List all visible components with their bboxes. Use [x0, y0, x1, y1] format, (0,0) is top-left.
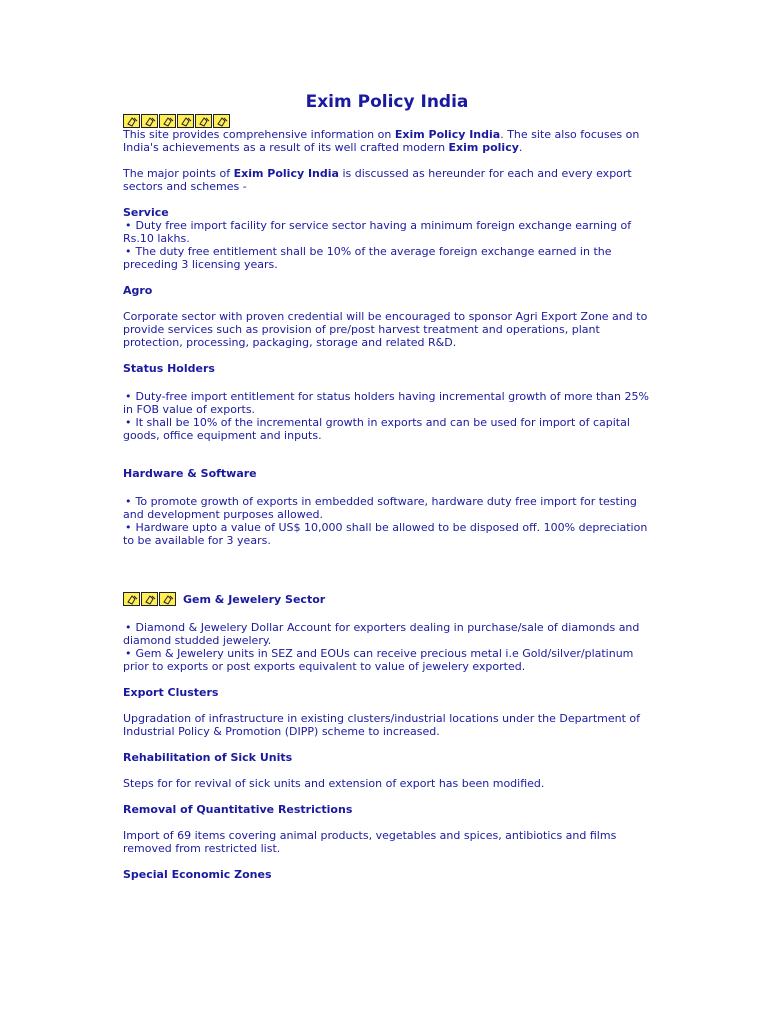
bullet-glyph: • — [125, 219, 132, 232]
intro-bold-term: Exim Policy India — [394, 128, 501, 141]
status-bullet — [123, 416, 651, 442]
quant-paragraph: Import of 69 items covering animal products, vegetables and spices, antibiotics and films removed from restricted list. — [123, 829, 617, 855]
bullet-text: The duty free entitlement shall be 10% of the average foreign exchange earned in the preceding 3 licensing years. — [123, 245, 612, 271]
section-heading-export-clusters: Export Clusters — [123, 686, 219, 699]
diamond-icon — [213, 114, 230, 128]
bullet-text: Gem & Jewelery units in SEZ and EOUs can receive precious metal i.e Gold/silver/platinum prior to exports or post exports equivalent to value of jewelery exported. — [123, 647, 634, 673]
diamond-icon — [141, 114, 158, 128]
diamond-icon — [141, 592, 158, 606]
document-page — [123, 88, 651, 881]
section-heading-gem-jewelery: Gem & Jewelery Sector — [183, 592, 326, 606]
section-heading-service: Service — [123, 206, 169, 219]
section-heading-status-holders: Status Holders — [123, 362, 215, 375]
sick-paragraph: Steps for for revival of sick units and extension of export has been modified. — [123, 777, 545, 790]
major-text: The major points of — [123, 167, 234, 180]
bullet-glyph: • — [125, 416, 132, 429]
agro-paragraph: Corporate sector with proven credential will be encouraged to sponsor Agri Export Zone and to provide services such as provision of pre/post harvest treatment and operations, plant protection, processing, packaging, storage and related R&D. — [123, 310, 648, 349]
gem-bullet — [123, 621, 651, 647]
major-points-paragraph — [123, 167, 651, 193]
status-bullet — [123, 390, 651, 416]
service-bullet — [123, 245, 651, 271]
clusters-paragraph: Upgradation of infrastructure in existing clusters/industrial locations under the Department of Industrial Policy & Promotion (DIPP) scheme to increased. — [123, 712, 641, 738]
bullet-text: Diamond & Jewelery Dollar Account for exporters dealing in purchase/sale of diamonds and diamond studded jewelery. — [123, 621, 640, 647]
page-title: Exim Policy India — [305, 92, 469, 112]
hardware-bullet — [123, 521, 651, 547]
major-text: is discussed as hereunder for each and every export sectors and schemes - — [123, 167, 632, 193]
diamond-icon — [123, 592, 140, 606]
diamond-icon-row — [123, 114, 651, 128]
section-heading-hardware-software: Hardware & Software — [123, 467, 257, 480]
hardware-bullet — [123, 495, 651, 521]
section-heading-quantitative-restrictions: Removal of Quantitative Restrictions — [123, 803, 353, 816]
intro-text: This site provides comprehensive information on — [123, 128, 395, 141]
bullet-glyph: • — [125, 390, 132, 403]
section-heading-agro: Agro — [123, 284, 153, 297]
major-bold-term: Exim Policy India — [233, 167, 339, 180]
intro-text: . The site also focuses on India's achievements as a result of its well crafted modern — [123, 128, 640, 154]
bullet-text: Duty-free import entitlement for status holders having incremental growth of more than 25% in FOB value of exports. — [123, 390, 649, 416]
bullet-text: Duty free import facility for service sector having a minimum foreign exchange earning of Rs.10 lakhs. — [123, 219, 632, 245]
bullet-glyph: • — [125, 245, 132, 258]
intro-paragraph — [123, 128, 651, 154]
diamond-icon — [123, 114, 140, 128]
bullet-text: It shall be 10% of the incremental growth in exports and can be used for import of capital goods, office equipment and inputs. — [123, 416, 630, 442]
diamond-icon — [195, 114, 212, 128]
section-heading-sick-units: Rehabilitation of Sick Units — [123, 751, 293, 764]
bullet-glyph: • — [125, 647, 132, 660]
bullet-text: Hardware upto a value of US$ 10,000 shall be allowed to be disposed off. 100% depreciation to be available for 3 years. — [123, 521, 648, 547]
diamond-icon — [159, 114, 176, 128]
gem-bullet — [123, 647, 651, 673]
service-bullet — [123, 219, 651, 245]
bullet-text: To promote growth of exports in embedded software, hardware duty free import for testing and development purposes allowed. — [123, 495, 637, 521]
gem-heading-row — [123, 592, 651, 606]
bullet-glyph: • — [125, 495, 132, 508]
bullet-glyph: • — [125, 521, 132, 534]
diamond-icon — [177, 114, 194, 128]
section-heading-sez: Special Economic Zones — [123, 868, 272, 881]
intro-bold-term: Exim policy — [448, 141, 519, 154]
intro-text: . — [518, 141, 523, 154]
bullet-glyph: • — [125, 621, 132, 634]
diamond-icon — [159, 592, 176, 606]
